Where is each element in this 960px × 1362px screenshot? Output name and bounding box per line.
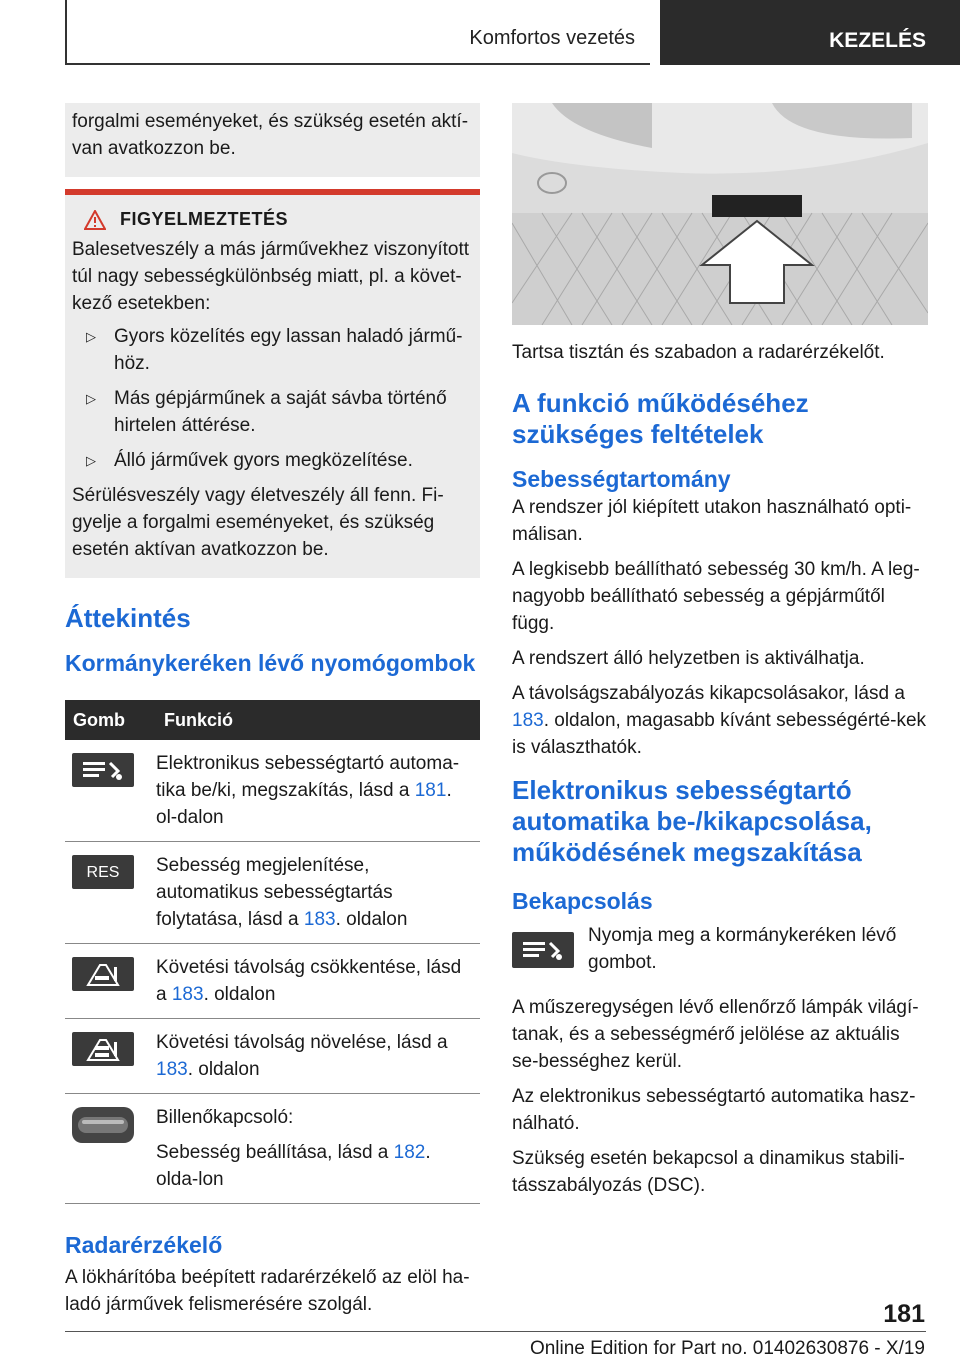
- section-title: Komfortos vezetés: [469, 27, 635, 49]
- requirements-heading: A funkció működéséhez szükséges feltételek: [512, 388, 809, 449]
- triangle-bullet-icon: ▷: [86, 329, 96, 344]
- table-row: RES Sebesség megjelenítése, automatikus sebességtartás folytatása, lásd a 183. oldalon: [65, 842, 480, 944]
- warning-icon: [84, 210, 106, 230]
- list-item: ▷ Gyors közelítés egy lassan haladó jármű-höz.: [72, 323, 472, 377]
- list-item: ▷ Álló járművek gyors megközelítése.: [72, 447, 472, 474]
- table-row: Elektronikus sebességtartó automa-tika be/ki, megszakítás, lásd a 181. ol-dalon: [65, 740, 480, 842]
- table-row: Követési távolság csökkentése, lásd a 183. oldalon: [65, 944, 480, 1019]
- table-header-button: Gomb: [65, 700, 156, 740]
- rocker-switch-icon: [72, 1107, 134, 1143]
- radar-text: A lökhárítóba beépített radarérzékelő az elöl ha-ladó járművek felismerésére szolgál.: [65, 1267, 470, 1315]
- page-number: 181: [883, 1300, 925, 1328]
- warning-box: [65, 189, 480, 578]
- on-heading: Bekapcsolás: [512, 888, 653, 914]
- left-column: [65, 103, 480, 1318]
- cruise-control-icon: [72, 753, 134, 787]
- speed-range-heading: Sebességtartomány: [512, 466, 731, 492]
- buttons-table: [65, 700, 480, 1204]
- radar-heading: Radarérzékelő: [65, 1232, 223, 1258]
- overview-heading: Áttekintés: [65, 603, 191, 633]
- buttons-heading: Kormánykeréken lévő nyomógombok: [65, 650, 476, 676]
- warning-closing: Sérülésveszély vagy életveszély áll fenn. Fi-gyelje a forgalmi eseményeket, és szükség esetén aktívan avatkozzon be.: [72, 485, 444, 560]
- page-link[interactable]: 183: [156, 1059, 188, 1080]
- page-link[interactable]: 181: [414, 780, 447, 801]
- page-link[interactable]: 183: [171, 984, 204, 1005]
- page-link[interactable]: 183: [512, 710, 544, 731]
- right-column: [512, 103, 928, 1199]
- warning-list: [72, 323, 472, 474]
- table-header-function: Funkció: [156, 700, 480, 740]
- cruise-control-icon: [512, 932, 574, 968]
- res-button-icon: RES: [72, 855, 134, 889]
- warning-title-row: [72, 209, 472, 230]
- intro-text: forgalmi eseményeket, és szükség esetén aktí-van avatkozzon be.: [72, 111, 469, 159]
- triangle-bullet-icon: ▷: [86, 391, 96, 406]
- radar-sensor-photo: [512, 103, 928, 325]
- on-instruction: Nyomja meg a kormánykeréken lévő gombot.: [588, 925, 897, 973]
- on-instruction-row: [512, 922, 928, 976]
- intro-box: [65, 103, 480, 177]
- list-item: ▷ Más gépjárműnek a saját sávba történő hirtelen áttérése.: [72, 385, 472, 439]
- rocker-label: Billenőkapcsoló:: [156, 1107, 294, 1128]
- warning-title: FIGYELMEZTETÉS: [120, 209, 289, 229]
- table-row: Követési távolság növelése, lásd a 183. oldalon: [65, 1019, 480, 1094]
- on-p1: A műszeregységen lévő ellenőrző lámpák világí-tanak, és a sebességmérő jelölése az aktuális se-bességhez kerül.: [512, 997, 919, 1072]
- speed-p1: A rendszer jól kiépített utakon használható opti-málisan.: [512, 497, 912, 545]
- speed-p3: A rendszert álló helyzetben is aktiválhatja.: [512, 648, 865, 669]
- chapter-tab: [660, 0, 960, 65]
- on-p2: Az elektronikus sebességtartó automatika hasz-nálható.: [512, 1086, 916, 1134]
- warning-text: Balesetveszély a más járművekhez viszonyított túl nagy sebességkülönbség miatt, pl. a követ-kező esetekben:: [72, 239, 470, 314]
- footer-edition: Online Edition for Part no. 01402630876 - X/19: [529, 1338, 925, 1359]
- table-header-row: [65, 700, 480, 740]
- footer-divider: [65, 1331, 926, 1332]
- header-frame: [65, 0, 650, 65]
- triangle-bullet-icon: ▷: [86, 453, 96, 468]
- page-link[interactable]: 183: [303, 909, 336, 930]
- table-row: Billenőkapcsoló: Sebesség beállítása, lásd a 182. olda-lon: [65, 1094, 480, 1204]
- chapter-title: KEZELÉS: [829, 28, 926, 52]
- speed-p2: A legkisebb beállítható sebesség 30 km/h. A leg-nagyobb beállítható sebesség a gépjárműtől függ.: [512, 559, 920, 634]
- on-p3: Szükség esetén bekapcsol a dinamikus stabili-tásszabályozás (DSC).: [512, 1148, 905, 1196]
- distance-increase-icon: [72, 1032, 134, 1066]
- image-caption: Tartsa tisztán és szabadon a radarérzékelőt.: [512, 342, 885, 363]
- cc-heading: Elektronikus sebességtartó automatika be-/kikapcsolása, működésének megszakítása: [512, 775, 872, 867]
- page-link[interactable]: 182: [393, 1142, 426, 1163]
- speed-p4: A távolságszabályozás kikapcsolásakor, lásd a 183. oldalon, magasabb kívánt sebességérté-kek is választhatók.: [512, 683, 927, 758]
- distance-decrease-icon: [72, 957, 134, 991]
